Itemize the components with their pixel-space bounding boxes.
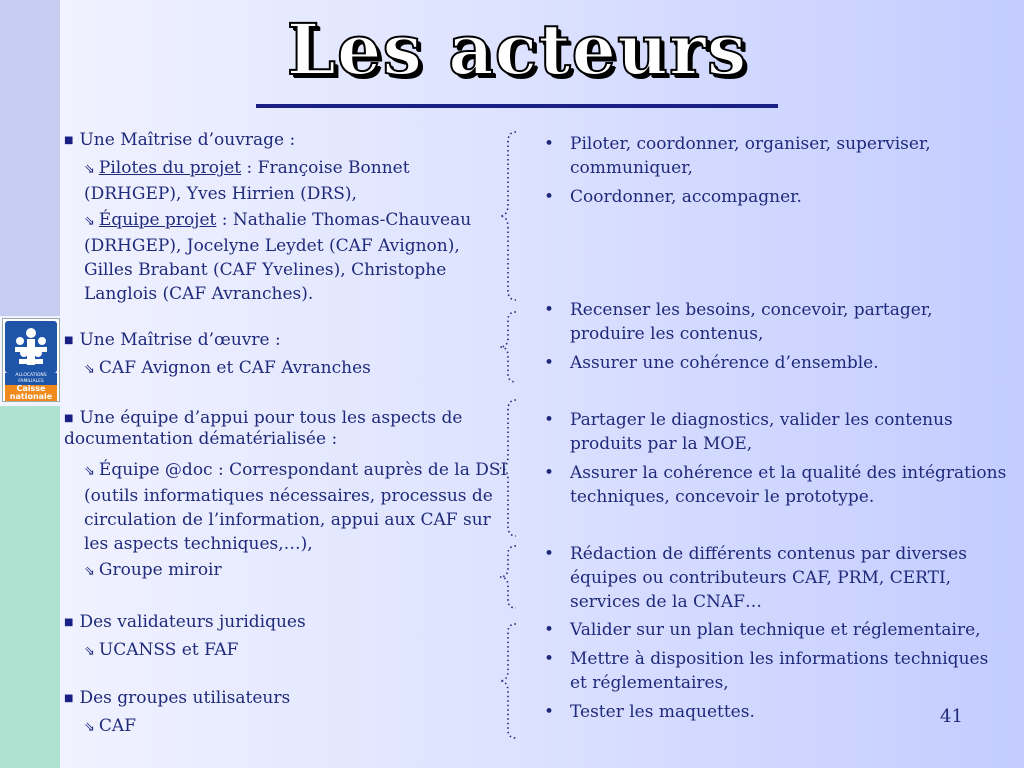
role-item: • Rédaction de différents contenus par diverses équipes ou contributeurs CAF, PRM, CERTI, services de la CNAF… xyxy=(540,542,1010,614)
dotted-brace-3 xyxy=(496,398,522,538)
actor-heading-text: Une Maîtrise d’ouvrage : xyxy=(79,130,296,150)
actor-sub-caf-moe xyxy=(84,356,512,382)
left-decorative-bar-bottom xyxy=(0,406,60,768)
square-bullet-icon: ■ xyxy=(64,413,74,424)
logo-line-2: FAMILIALES xyxy=(18,379,44,384)
role-item: • Coordonner, accompagner. xyxy=(540,185,1010,209)
role-item: • Assurer la cohérence et la qualité des intégrations techniques, concevoir le prototype. xyxy=(540,461,1010,509)
logo-line-1: ALLOCATIONS xyxy=(15,373,47,378)
roles-list-moe xyxy=(540,298,1010,380)
logo-line-3: Caisse xyxy=(16,384,46,393)
square-bullet-icon: ■ xyxy=(64,617,74,628)
actor-heading-text: Des groupes utilisateurs xyxy=(79,688,291,708)
sub-text: : Françoise Bonnet (DRHGEP), Yves Hirrien (DRS), xyxy=(84,158,410,204)
page-number: 41 xyxy=(940,706,963,727)
actor-heading-text: Des validateurs juridiques xyxy=(79,612,306,632)
roles-list-appui xyxy=(540,408,1010,514)
actor-sub-equipe-doc xyxy=(84,458,512,556)
dotted-brace-4 xyxy=(496,544,522,610)
logo-line-4: nationale xyxy=(9,392,53,401)
caf-logo-footer xyxy=(5,385,57,401)
role-item: • Partager le diagnostics, valider les contenus produits par la MOE, xyxy=(540,408,1010,456)
actor-sub-equipe xyxy=(84,208,512,306)
actor-heading-appui xyxy=(64,408,504,449)
actor-heading-moa xyxy=(64,128,504,153)
sub-label: Équipe projet xyxy=(98,210,217,230)
actor-sub-pilotes xyxy=(84,156,512,206)
sub-text: Groupe miroir xyxy=(98,560,222,580)
sub-text: CAF Avignon et CAF Avranches xyxy=(98,358,371,378)
hooked-arrow-icon: ⇘ xyxy=(84,644,95,659)
actor-heading-text: Une Maîtrise d’œuvre : xyxy=(79,330,281,350)
sub-text: Équipe @doc : Correspondant auprès de la DSI (outils informatiques nécessaires, processus de circulation de l’information, appui aux CAF sur les aspects techniques,…), xyxy=(84,460,508,554)
role-item: • Recenser les besoins, concevoir, partager, produire les contenus, xyxy=(540,298,1010,346)
caf-logo xyxy=(2,318,60,402)
hooked-arrow-icon: ⇘ xyxy=(84,464,95,479)
left-decorative-bar-top xyxy=(0,0,60,316)
roles-list-contenus xyxy=(540,542,1010,619)
hooked-arrow-icon: ⇘ xyxy=(84,162,95,177)
actor-heading-text: Une équipe d’appui pour tous les aspects de documentation dématérialisée : xyxy=(64,408,463,449)
dotted-brace-1 xyxy=(496,130,522,302)
sub-text: : Nathalie Thomas-Chauveau (DRHGEP), Jocelyne Leydet (CAF Avignon), Gilles Brabant (CAF Yvelines), Christophe Langlois (CAF Avranches). xyxy=(84,210,472,304)
hooked-arrow-icon: ⇘ xyxy=(84,214,95,229)
actor-heading-moe xyxy=(64,328,504,353)
role-item: • Assurer une cohérence d’ensemble. xyxy=(540,351,1010,375)
sub-text: CAF xyxy=(98,716,136,736)
square-bullet-icon: ■ xyxy=(64,135,74,146)
hooked-arrow-icon: ⇘ xyxy=(84,564,95,579)
caf-logo-emblem xyxy=(5,321,57,373)
sub-label: Pilotes du projet xyxy=(98,158,242,178)
actor-heading-validateurs xyxy=(64,610,504,635)
actor-heading-utilisateurs xyxy=(64,686,504,711)
role-item: • Piloter, coordonner, organiser, superviser, communiquer, xyxy=(540,132,1010,180)
slide-title: Les acteurs xyxy=(286,8,748,91)
sub-text: UCANSS et FAF xyxy=(98,640,239,660)
role-item: • Valider sur un plan technique et réglementaire, xyxy=(540,618,1010,642)
actor-sub-caf xyxy=(84,714,512,740)
dotted-brace-2 xyxy=(496,310,522,384)
dotted-brace-5 xyxy=(496,622,522,740)
role-item: • Mettre à disposition les informations techniques et réglementaires, xyxy=(540,647,1010,695)
hooked-arrow-icon: ⇘ xyxy=(84,362,95,377)
actor-sub-ucanss xyxy=(84,638,512,664)
actor-sub-groupe-miroir xyxy=(84,558,512,584)
hooked-arrow-icon: ⇘ xyxy=(84,720,95,735)
square-bullet-icon: ■ xyxy=(64,693,74,704)
caf-family-icon xyxy=(5,321,57,373)
title-underline xyxy=(256,104,778,108)
role-item: • Tester les maquettes. xyxy=(540,700,1010,724)
square-bullet-icon: ■ xyxy=(64,335,74,346)
roles-list-moa xyxy=(540,132,1010,214)
